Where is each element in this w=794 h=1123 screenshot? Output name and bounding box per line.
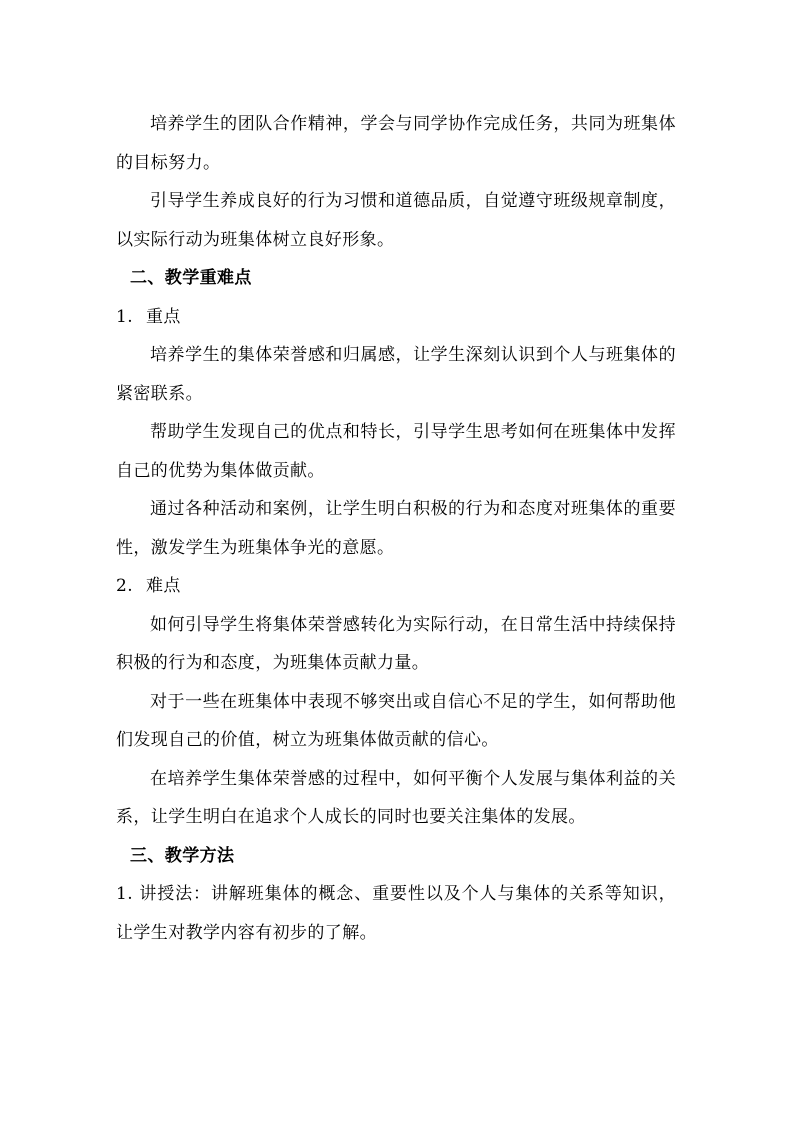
difficulty-paragraph-2: 对于一些在班集体中表现不够突出或自信心不足的学生，如何帮助他们发现自己的价值，树立为班集体做贡献的信心。 (116, 691, 676, 750)
subheading-number: 2. (116, 576, 134, 596)
key-point-paragraph-3: 通过各种活动和案例，让学生明白积极的行为和态度对班集体的重要性，激发学生为班集体争光的意愿。 (116, 499, 676, 558)
subheading-label: 难点 (146, 576, 181, 596)
intro-paragraph-1: 培养学生的团队合作精神，学会与同学协作完成任务，共同为班集体的目标努力。 (116, 114, 676, 173)
intro-paragraph-2: 引导学生养成良好的行为习惯和道德品质，自觉遵守班级规章制度，以实际行动为班集体树立良好形象。 (116, 191, 676, 250)
difficulty-paragraph-3: 在培养学生集体荣誉感的过程中，如何平衡个人发展与集体利益的关系，让学生明白在追求个人成长的同时也要关注集体的发展。 (116, 768, 676, 827)
method-item-1: 1. 讲授法：讲解班集体的概念、重要性以及个人与集体的关系等知识，让学生对教学内容有初步的了解。 (116, 884, 676, 943)
section-heading-teaching-focus: 二、教学重难点 (130, 268, 252, 288)
document-page (116, 105, 676, 952)
section-heading-teaching-methods: 三、教学方法 (130, 845, 235, 866)
key-point-paragraph-1: 培养学生的集体荣誉感和归属感，让学生深刻认识到个人与班集体的紧密联系。 (116, 345, 676, 404)
subheading-difficulties (116, 567, 676, 606)
subheading-number: 1. (116, 306, 134, 327)
subheading-key-points (116, 298, 676, 337)
key-point-paragraph-2: 帮助学生发现自己的优点和特长，引导学生思考如何在班集体中发挥自己的优势为集体做贡献。 (116, 422, 676, 481)
difficulty-paragraph-1: 如何引导学生将集体荣誉感转化为实际行动，在日常生活中持续保持积极的行为和态度，为班集体贡献力量。 (116, 614, 676, 673)
subheading-label: 重点 (146, 306, 181, 327)
